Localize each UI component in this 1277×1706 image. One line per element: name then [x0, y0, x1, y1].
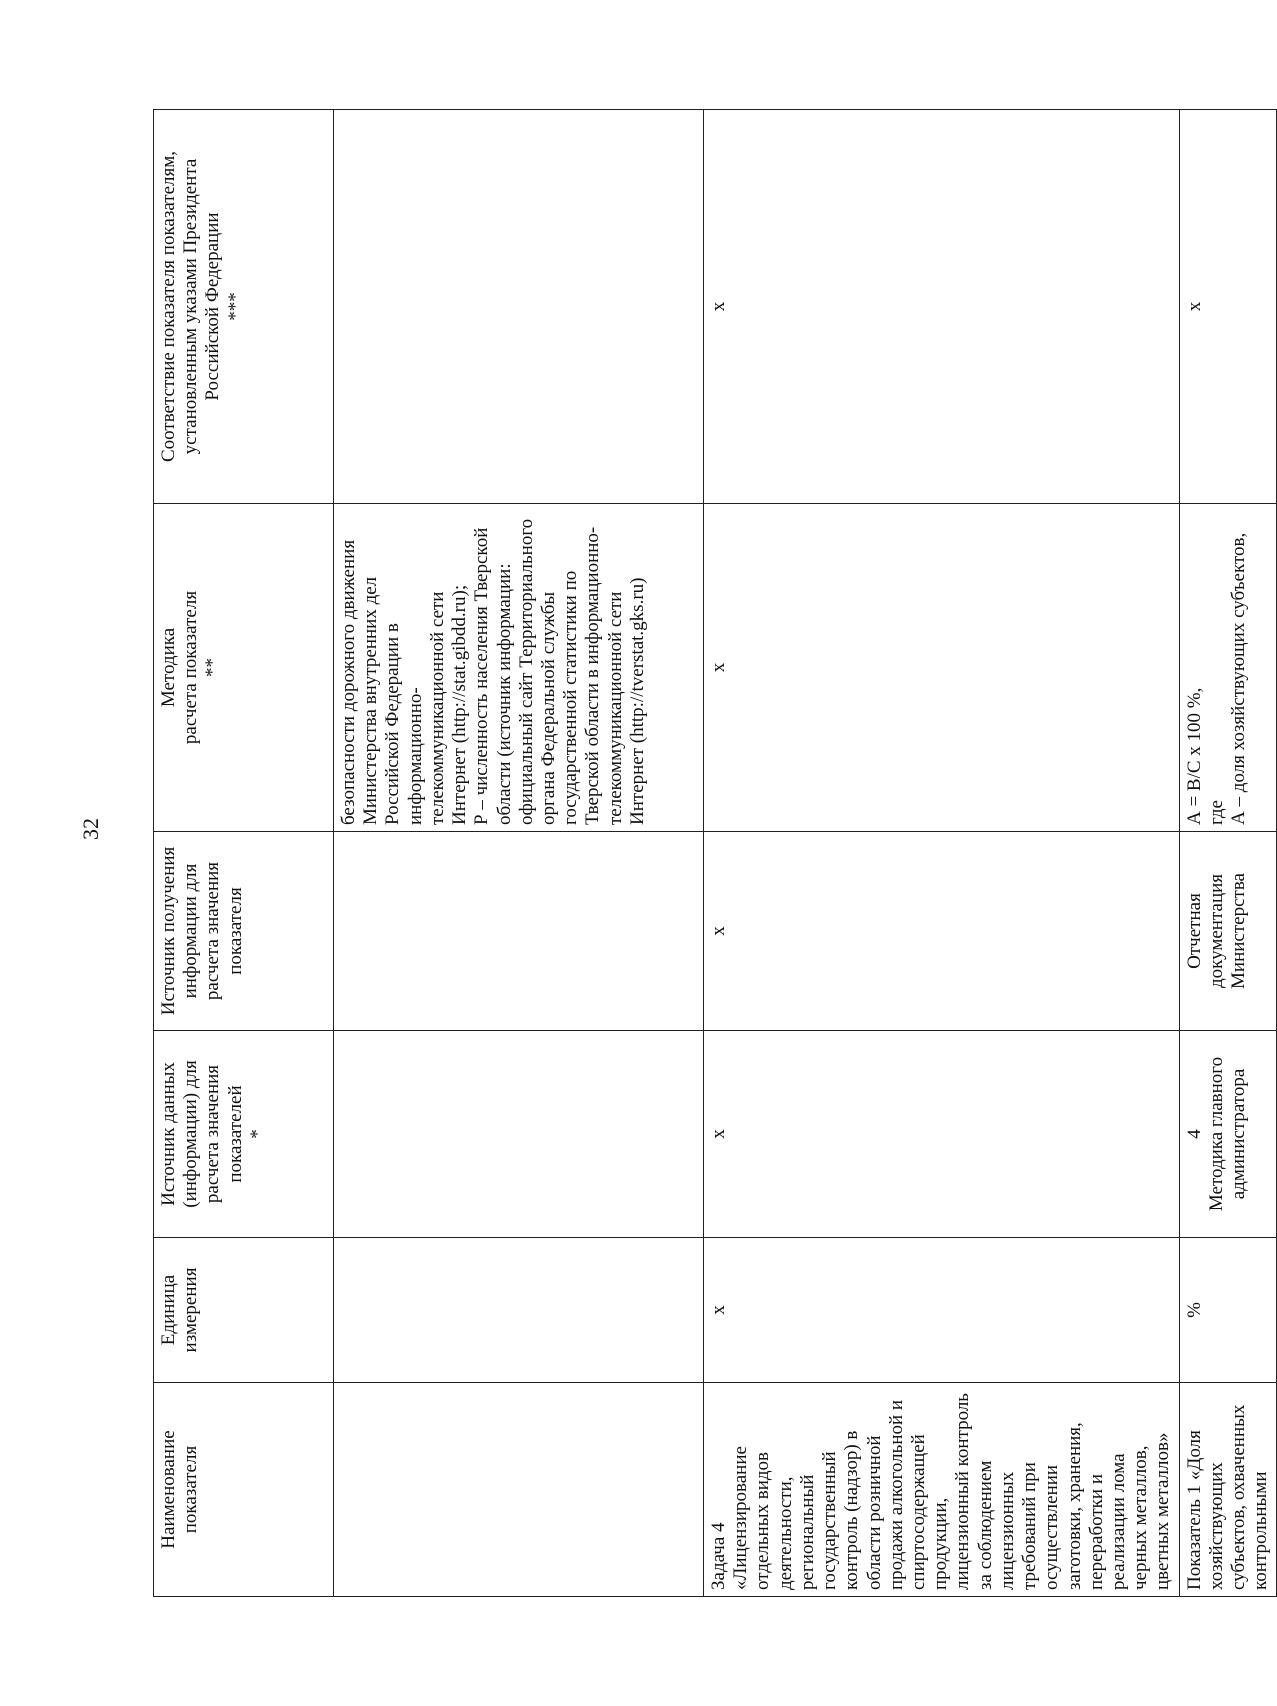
header-method: Методика расчета показателя ** [154, 504, 334, 832]
rotated-table-wrapper [153, 110, 1272, 1597]
header-unit: Единица измерения [154, 1238, 334, 1383]
cell-unit: х [704, 1238, 1180, 1383]
indicators-table [153, 109, 1277, 1597]
cell-method: А = В/С х 100 %, где А – доля хозяйствующих субъектов, [1179, 504, 1277, 832]
cell-compliance [334, 110, 704, 504]
table-row [334, 110, 704, 1597]
cell-data-source: х [704, 1031, 1180, 1238]
table-row [1179, 110, 1277, 1597]
header-data-source: Источник данных (информации) для расчета значения показателей * [154, 1031, 334, 1238]
cell-indicator-name [334, 1383, 704, 1597]
cell-data-source: 4 Методика главного администратора [1179, 1031, 1277, 1238]
header-compliance: Соответствие показателя показателям, установленным указами Президента Российской Федерации *** [154, 110, 334, 504]
cell-info-source [334, 832, 704, 1031]
cell-indicator-name: Показатель 1 «Доля хозяйствующих субъектов, охваченных контрольными [1179, 1383, 1277, 1597]
cell-compliance: х [1179, 110, 1277, 504]
cell-method: х [704, 504, 1180, 832]
table-row [704, 110, 1180, 1597]
cell-data-source [334, 1031, 704, 1238]
page-number: 32 [78, 818, 103, 840]
header-indicator-name: Наименование показателя [154, 1383, 334, 1597]
cell-info-source: Отчетная документация Министерства [1179, 832, 1277, 1031]
cell-info-source: х [704, 832, 1180, 1031]
cell-method: безопасности дорожного движения Министерства внутренних дел Российской Федерации в информационно- телекоммуникационной сети Интернет (http://stat.gibdd.ru); Р – численность населения Тверской области (источник информации: официальный сайт Территориального органа Федеральной службы государственной статистики по Тверской области в информационно- телекоммуникационной сети Интернет (http://tverstat.gks.ru) [334, 504, 704, 832]
cell-unit [334, 1238, 704, 1383]
cell-indicator-name: Задача 4 «Лицензирование отдельных видов деятельности, региональный государственный контроль (надзор) в области розничной продажи алкогольной и спиртосодержащей продукции, лицензионный контроль за соблюдением лицензионных требований при осуществлении заготовки, хранения, переработки и реализации лома черных металлов, цветных металлов» [704, 1383, 1180, 1597]
table-header-row [154, 110, 334, 1597]
cell-unit: % [1179, 1238, 1277, 1383]
cell-compliance: х [704, 110, 1180, 504]
header-info-source: Источник получения информации для расчета значения показателя [154, 832, 334, 1031]
